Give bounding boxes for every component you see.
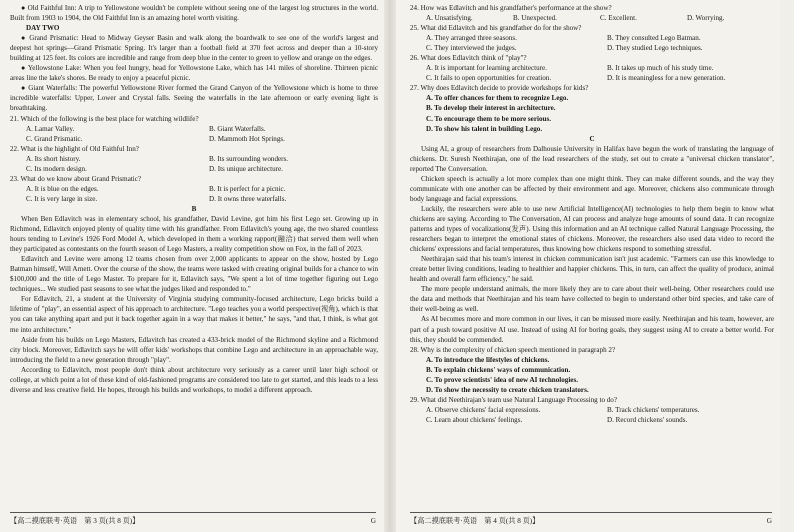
right-page-footer <box>410 512 772 526</box>
answer-options <box>410 405 774 415</box>
answer-option: B. It is perfect for a picnic. <box>209 184 286 193</box>
answer-option: A. Unsatisfying. <box>426 14 473 23</box>
answer-option: A. It is blue on the edges. <box>26 184 99 193</box>
left-footer-label: 【高二摸底联考·英语 第 3 页(共 8 页)】 <box>10 516 140 525</box>
answer-options <box>10 124 378 134</box>
text-paragraph: 23. What do we know about Grand Prismatic? <box>10 174 142 183</box>
text-paragraph: 26. What does Edlavitch think of "play"? <box>410 54 527 63</box>
text-paragraph: According to Edlavitch, most people don't think about architecture very seriously as a career until later high school or college, at which point a lot of these kind of old-fashioned programs are considered too late to get started, and this leads to a less diverse and less creative field. He hopes, through his builds and workshops, to model a different approach. <box>10 365 378 394</box>
text-paragraph: 27. Why does Edlavitch decide to provide workshops for kids? <box>410 84 589 93</box>
text-paragraph: The more people understand animals, the more likely they are to care about their well-being. Other researchers could use the data and methods that Neethirajan and his team have collected to begin to understand other bird species, and take care of their well-being as well. <box>410 285 774 314</box>
answer-option: A. Observe chickens' facial expressions. <box>426 405 541 414</box>
answer-option: B. Unexpected. <box>513 14 557 23</box>
text-paragraph: DAY TWO <box>26 24 60 33</box>
section-heading: C <box>589 134 595 143</box>
text-paragraph: Luckily, the researchers were able to use new Artificial Intelligence(AI) technologies to help them begin to know what chickens are saying. According to The Conversation, AI can process and analyze huge amounts of sound data. It can recognize patterns and types of vocalizations(发声). Using this information and an AI technique called Natural Language Processing, the researchers began to interpret the emotional states of chickens. Moreover, the researchers also used data video to record the chickens' expressions and facial temperatures, thus knowing how chickens respond to something stressful. <box>410 204 774 254</box>
text-paragraph: Neethirajan said that his team's interest in chicken communication isn't just academic. "Farmers can use this knowledge to create better living conditions, leading to healthier and happier chickens. This, in turn, can affect the quality of produce, animal health and overall farm efficiency," he said. <box>410 255 774 284</box>
answer-option: C. Grand Prismatic. <box>26 134 83 143</box>
answer-option: B. It takes up much of his study time. <box>606 64 714 73</box>
answer-option: C. Learn about chickens' feelings. <box>426 415 523 424</box>
answer-option: A. Lamar Valley. <box>26 124 75 133</box>
text-paragraph: 21. Which of the following is the best place for watching wildlife? <box>10 114 199 123</box>
text-paragraph: 28. Why is the complexity of chicken speech mentioned in paragraph 2? <box>410 345 616 354</box>
text-paragraph: D. To show the necessity to create chicken translators. <box>426 385 589 394</box>
answer-option: D. It owns three waterfalls. <box>209 194 287 203</box>
text-paragraph: 22. What is the highlight of Old Faithful Inn? <box>10 144 139 153</box>
exam-page-left <box>0 0 384 532</box>
answer-option: C. It fails to open opportunities for creation. <box>426 74 552 83</box>
answer-option: C. Excellent. <box>600 14 637 23</box>
answer-options <box>410 415 774 425</box>
answer-option: D. It is meaningless for a new generation. <box>606 74 726 83</box>
text-paragraph: B. To develop their interest in architecture. <box>426 104 556 113</box>
answer-option: D. Record chickens' sounds. <box>606 415 688 424</box>
text-paragraph: When Ben Edlavitch was in elementary school, his grandfather, David Levine, got him his first Lego set. Growing up in Richmond, Edlavitch enjoyed plenty of quality time with his grandfather. From Edlavitch's young age, the two shared countless hours tending to Levine's 1926 Ford Model A, which developed in them a working rapport(融洽) that served them well when they participated as contestants on the fourth season of Lego Masters, a reality competition show on Fox, in the fall of 2023. <box>10 214 378 254</box>
left-footer-version: G <box>370 516 376 525</box>
answer-options <box>10 154 378 164</box>
text-paragraph: 29. What did Neethirajan's team use Natural Language Processing to do? <box>410 395 618 404</box>
answer-option: B. Its surrounding wonders. <box>209 154 289 163</box>
right-page-text <box>410 3 774 425</box>
text-paragraph: B. To explain chickens' ways of communication. <box>426 365 571 374</box>
answer-option: D. Its unique architecture. <box>209 164 283 173</box>
text-paragraph: 25. What did Edlavitch and his grandfather do for the show? <box>410 24 582 33</box>
answer-options <box>10 134 378 144</box>
left-page-footer <box>10 512 376 526</box>
book-spine <box>384 0 396 532</box>
text-paragraph: For Edlavitch, 21, a student at the University of Virginia studying community-focused architecture, Lego bricks build a lifetime of "play", an essential aspect of his approach to architecture. "Lego teaches you a world perspective(视角), which is that you can take anything apart and put it back together again in a way that makes it better," he says, "and that, I think, is what got me into architecture." <box>10 295 378 334</box>
answer-options <box>410 43 774 53</box>
text-paragraph: ● Yellowstone Lake: When you feel hungry, head for Yellowstone Lake, which has 141 miles of shoreline. Thirteen picnic areas line the lake's shores. Be ready to enjoy a peaceful picnic. <box>10 64 378 83</box>
section-heading: B <box>191 204 197 213</box>
answer-options <box>10 194 378 204</box>
text-paragraph: C. To prove scientists' idea of new AI technologies. <box>426 375 578 384</box>
right-footer-version: G <box>766 516 772 525</box>
exam-page-right <box>396 0 780 532</box>
answer-option: D. Mammoth Hot Springs. <box>209 134 285 143</box>
text-paragraph: ● Grand Prismatic: Head to Midway Geyser Basin and walk along the boardwalk to see one of the world's largest and deepest hot springs—Grand Prismatic Spring. It's larger than a football field at 370 feet across and deeper than a 10-story building at 125 feet. Its colors are incredible and range from deep blue in the center to green to yellow and orange on the edges. <box>10 34 378 63</box>
text-paragraph: Using AI, a group of researchers from Dalhousie University in Halifax have begun the work of translating the language of chickens. Dr. Suresh Neethirajan, one of the lead researchers of the study, set out to create a "universal chicken translator", reported The Conversation. <box>410 144 774 173</box>
answer-option: C. Its modern design. <box>26 164 87 173</box>
right-footer-label: 【高二摸底联考·英语 第 4 页(共 8 页)】 <box>410 516 540 525</box>
answer-option: B. Track chickens' temperatures. <box>606 405 700 414</box>
left-page-text <box>10 3 378 395</box>
answer-option: B. They consulted Lego Batman. <box>606 34 701 43</box>
answer-option: A. It is important for learning architecture. <box>426 64 547 73</box>
answer-option: D. Worrying. <box>687 14 725 23</box>
text-paragraph: Chicken speech is actually a lot more complex than one might think. They can make different sounds, and the way they communicate with one another can be affected by their environment and age. Moreover, chickens also communicate through body language and facial expressions. <box>410 174 774 203</box>
text-paragraph: As AI becomes more and more common in our lives, it can be misused more easily. Neethirajan and his team, however, are part of a push toward positive AI use. Instead of using AI for boring goals, they suggest using AI to create a better world. For this, they should be commended. <box>410 315 774 344</box>
text-paragraph: 24. How was Edlavitch and his grandfather's performance at the show? <box>410 4 612 12</box>
answer-option: C. They interviewed the judges. <box>426 44 517 53</box>
text-paragraph: Aside from his builds on Lego Masters, Edlavitch has created a 433-brick model of the Richmond skyline and a Richmond city block. Moreover, Edlavitch says he will offer kids' workshops that combine Lego and architecture in an approachable way, introducing the field to a new generation through "play". <box>10 335 378 364</box>
answer-options <box>410 73 774 83</box>
answer-options <box>10 164 378 174</box>
text-paragraph: ● Old Faithful Inn: A trip to Yellowstone wouldn't be complete without seeing one of the largest log structures in the world. Built from 1903 to 1904, the Old Faithful Inn is an amazing hotel worth visiting. <box>10 4 378 23</box>
text-paragraph: A. To offer chances for them to recognize Lego. <box>426 94 569 103</box>
answer-option: B. Giant Waterfalls. <box>209 124 266 133</box>
text-paragraph: A. To introduce the lifestyles of chickens. <box>426 355 550 364</box>
text-paragraph: D. To show his talent in building Lego. <box>426 124 543 133</box>
answer-options <box>410 63 774 73</box>
text-paragraph: Edlavitch and Levine were among 12 teams chosen from over 2,000 applicants to appear on the show, hosted by Lego Batman himself, Will Arnett. Over the course of the show, the teams were tasked with creating original builds for a chance to win $100,000 and the title of Lego Master. To prepare for it, Edlavitch says, "We spent a lot of time together figuring out Lego techniques... We studied past seasons to see what the judges liked and responded to." <box>10 255 378 294</box>
text-paragraph: C. To encourage them to be more serious. <box>426 114 551 123</box>
answer-option: A. They arranged three seasons. <box>426 34 517 43</box>
answer-option: C. It is very large in size. <box>26 194 98 203</box>
answer-option: A. Its short history. <box>26 154 81 163</box>
answer-options <box>410 13 774 23</box>
answer-option: D. They studied Lego techniques. <box>606 44 703 53</box>
answer-options <box>10 184 378 194</box>
answer-options <box>410 33 774 43</box>
text-paragraph: ● Giant Waterfalls: The powerful Yellowstone River formed the Grand Canyon of the Yellowstone which is home to three incredible waterfalls: Upper, Lower and Crystal falls. Seeing the waterfalls in the late afternoon or early evening light is breathtaking. <box>10 84 378 113</box>
